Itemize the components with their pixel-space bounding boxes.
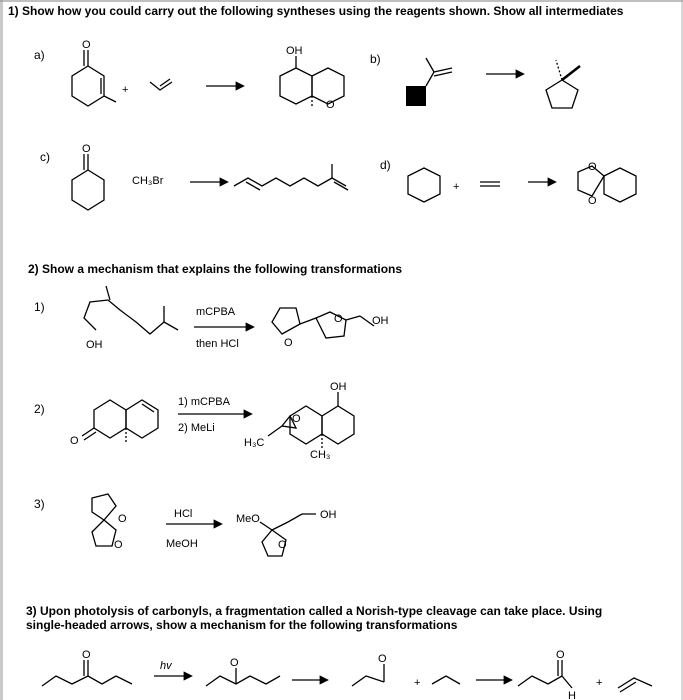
arrow-3-3 [476, 676, 512, 684]
q1-b-label: b) [370, 52, 381, 66]
ring-o-2-3a: O [118, 513, 127, 525]
ring-o-1d-bottom: O [588, 195, 597, 207]
oh-2-1-product: OH [372, 315, 389, 327]
cyclohexenone-structure [72, 50, 116, 106]
q3-heading-line2: single-headed arrows, show a mechanism for the following transformations [26, 618, 458, 632]
epoxide-o-2-2: O [292, 413, 301, 425]
ring-o-1d-top: O [588, 161, 597, 173]
arrow-1a [206, 82, 244, 90]
ring-o-1a: O [326, 99, 335, 111]
spiroketal-structure [92, 494, 116, 546]
ketone-starting-structure [42, 660, 132, 686]
ring-o-2-1a: O [284, 337, 293, 349]
q1-c-label: c) [40, 150, 50, 164]
methyl-2-2b: CH₃ [310, 449, 331, 461]
alkyne-structure [480, 182, 500, 186]
methyl-2-2a: H₃C [244, 437, 265, 449]
oh-2-1: OH [86, 339, 103, 351]
oh-1a: OH [286, 45, 303, 57]
plus-3b: + [596, 677, 603, 689]
radical-o-3: O [230, 657, 239, 669]
cyclobutylidene-structure [406, 58, 452, 106]
aldehyde-o-3: O [556, 649, 565, 661]
arrow-2-1 [194, 323, 254, 331]
arrow-1d [528, 178, 556, 186]
plus-3a: + [414, 677, 421, 689]
arrow-2-3 [166, 520, 222, 528]
bicyclic-enone-structure [82, 400, 158, 444]
arrow-3-hv [154, 672, 192, 680]
ketone-o-1c: O [82, 143, 91, 155]
q2-part3-label: 3) [34, 497, 45, 511]
spiro-dioxolane-structure [578, 166, 636, 202]
q2-heading: 2) Show a mechanism that explains the following transformations [28, 262, 403, 276]
q3-heading-line1: 3) Upon photolysis of carbonyls, a fragmentation called a Norish-type cleavage can take place. Using [26, 604, 603, 618]
homoallylic-alcohol-structure [84, 286, 178, 334]
ring-o-2-3c: O [278, 539, 287, 551]
reagent-2-top: 1) mCPBA [178, 396, 230, 408]
ring-o-2-3b: O [114, 539, 123, 551]
ketone-o-2-2: O [70, 435, 79, 447]
alkyl-radical-structure [432, 676, 460, 684]
ketone-o-3: O [82, 649, 91, 661]
arrow-2-2 [178, 410, 252, 418]
alkene-product-structure [618, 678, 652, 692]
reagent-1-bottom: then HCl [196, 338, 239, 350]
arrow-1c [190, 178, 228, 186]
plus-1a: + [122, 84, 129, 96]
arrow-3-2 [292, 676, 328, 684]
q2-part1-label: 1) [34, 300, 45, 314]
reagent-1-top: mCPBA [196, 306, 236, 318]
cyclohexanone-structure [72, 154, 104, 210]
q1-heading: 1) Show how you could carry out the following syntheses using the reagents shown. Show all intermediates [8, 4, 624, 18]
aldehyde-product-structure [518, 660, 572, 688]
oh-2-2: OH [330, 381, 347, 393]
q1-a-label: a) [34, 48, 45, 62]
reagent-ch3br: CH₃Br [132, 175, 164, 187]
reagent-hv: hv [160, 660, 172, 672]
plus-1d: + [453, 181, 460, 193]
cyclohexane-structure [408, 168, 440, 202]
diene-product-structure [234, 164, 348, 190]
epoxy-alcohol-product-structure [268, 392, 354, 448]
aldehyde-h-3: H [568, 690, 576, 700]
ketone-o-1a: O [82, 39, 91, 51]
thf-methylester-structure [260, 514, 316, 556]
dimethylcyclopentane-structure [546, 60, 580, 108]
excited-ketone-structure [206, 668, 280, 686]
oh-2-3: OH [320, 509, 337, 521]
propene-structure [150, 79, 172, 90]
reagent-2-bottom: 2) MeLi [178, 422, 215, 434]
arrow-1b [486, 70, 524, 78]
bis-thf-product-structure [272, 308, 374, 338]
q1-d-label: d) [380, 158, 391, 172]
reagent-3-bottom: MeOH [166, 538, 198, 550]
reagent-3-top: HCl [174, 508, 193, 520]
ring-o-2-1b: O [334, 313, 343, 325]
q2-part2-label: 2) [34, 402, 45, 416]
acyl-o-3: O [378, 653, 387, 665]
acyl-radical-structure [352, 664, 384, 686]
meo-2-3: MeO [236, 513, 260, 525]
